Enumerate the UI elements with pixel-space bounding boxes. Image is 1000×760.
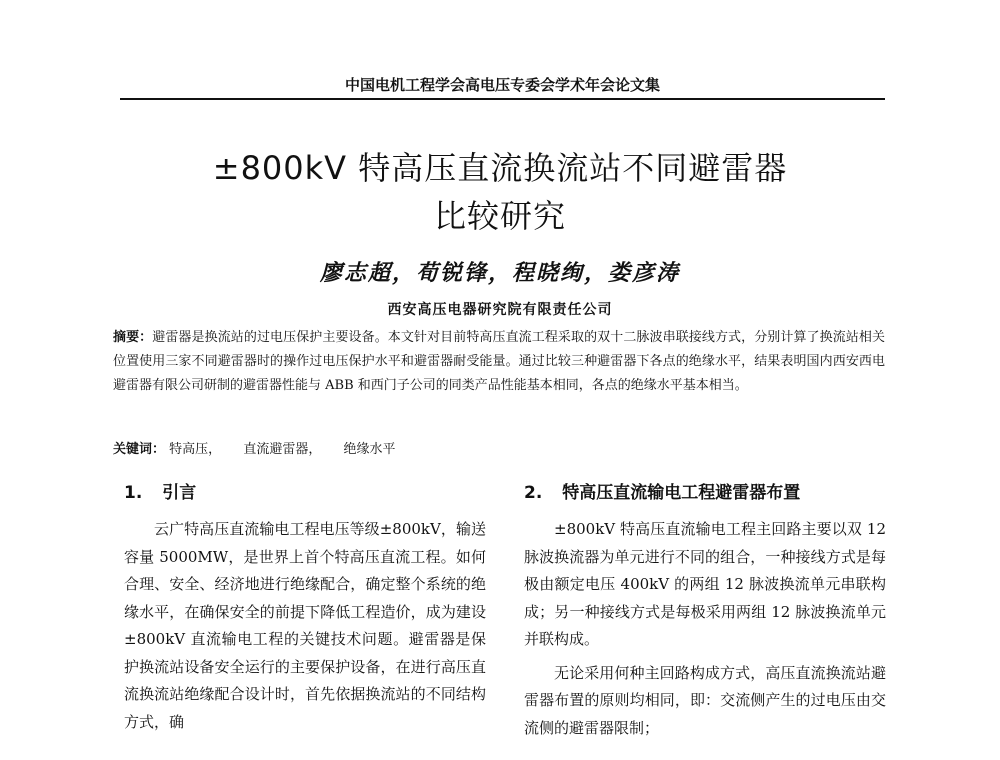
section-number: 1. [124, 483, 143, 503]
title-line-2: 比较研究 [433, 197, 566, 235]
header-rule [120, 98, 885, 100]
abstract [113, 326, 885, 398]
section-heading-introduction [124, 478, 486, 508]
keywords-label: 关键词： [113, 442, 166, 457]
abstract-text: 避雷器是换流站的过电压保护主要设备。本文针对目前特高压直流工程采取的双十二脉波串联接线方式，分别计算了换流站相关位置使用三家不同避雷器时的操作过电压保护水平和避雷器耐受能量。通过比较三种避雷器下各点的绝缘水平，结果表明国内西安西电避雷器有限公司研制的避雷器性能与 ABB 和西门子公司的同类产品性能基本相同，各点的绝缘水平基本相当。 [113, 330, 885, 393]
keyword: 绝缘水平 [343, 442, 396, 457]
section-title: 特高压直流输电工程避雷器布置 [562, 483, 801, 503]
paper-title [60, 144, 940, 240]
running-header: 中国电机工程学会高电压专委会学术年会论文集 [344, 76, 660, 94]
keyword: 直流避雷器， [243, 442, 322, 457]
paragraph: 无论采用何种主回路构成方式，高压直流换流站避雷器布置的原则均相同，即：交流侧产生的过电压由交流侧的避雷器限制； [524, 663, 886, 737]
left-column [124, 478, 486, 742]
section-heading-arrester-layout [524, 478, 886, 508]
affiliation: 西安高压电器研究院有限责任公司 [387, 302, 613, 318]
paragraph: ±800kV 特高压直流输电工程主回路主要以双 12 脉波换流器为单元进行不同的组合，一种接线方式是每极由额定电压 400kV 的两组 12 脉波换流单元串联构成；另一种接线方式是每极采用两组 12 脉波换流单元并联构成。 [524, 520, 886, 648]
abstract-label: 摘要： [113, 330, 153, 345]
section-number: 2. [524, 483, 543, 503]
keyword: 特高压， [169, 442, 222, 457]
right-column [524, 478, 886, 748]
authors: 廖志超，荀锐锋，程晓绚，娄彦涛 [319, 260, 680, 286]
section-title: 引言 [162, 483, 197, 503]
title-line-1: ±800kV 特高压直流换流站不同避雷器 [212, 149, 788, 187]
paragraph: 云广特高压直流输电工程电压等级±800kV，输送容量 5000MW，是世界上首个特高压直流工程。如何合理、安全、经济地进行绝缘配合，确定整个系统的绝缘水平，在确保安全的前提下降低工程造价，成为建设±800kV 直流输电工程的关键技术问题。避雷器是保护换流站设备安全运行的主要保护设备，在进行高压直流换流站绝缘配合设计时，首先依据换流站的不同结构方式，确 [124, 520, 486, 731]
keywords [113, 438, 885, 462]
